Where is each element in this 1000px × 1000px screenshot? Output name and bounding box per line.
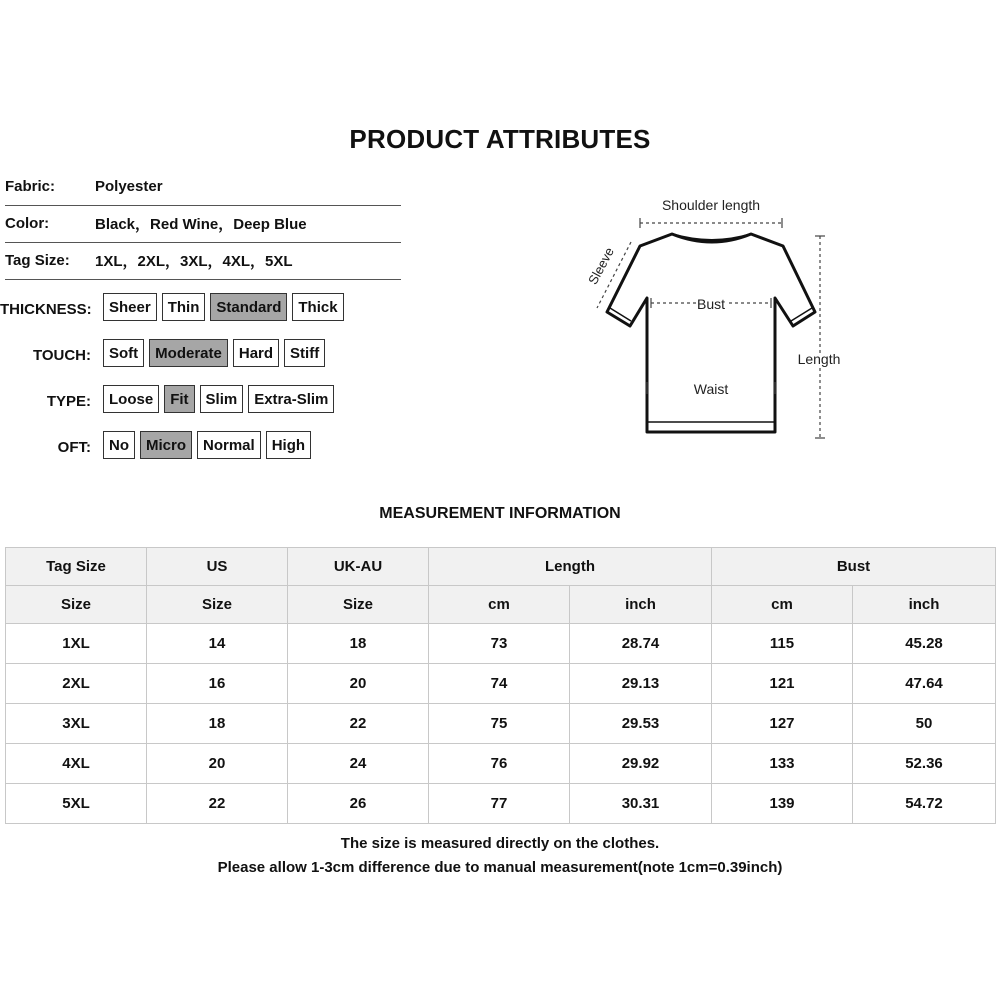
cell-bust-cm: 139 [712,784,853,824]
cell-length-inch: 30.31 [570,784,712,824]
subheader-length-cm: cm [429,586,570,624]
subheader-length-inch: inch [570,586,712,624]
table-row [6,664,996,704]
header-length: Length [429,548,712,586]
table-header-row-1 [6,548,996,586]
option-extra-slim: Extra-Slim [248,385,334,413]
label-shoulder-length: Shoulder length [661,197,761,213]
cell-length-cm: 77 [429,784,570,824]
option-moderate: Moderate [149,339,228,367]
attr-fabric-label: Fabric: [5,178,56,195]
option-thin: Thin [162,293,206,321]
option-normal: Normal [197,431,261,459]
option-soft: Soft [103,339,144,367]
subheader-us: Size [147,586,288,624]
cell-us: 14 [147,624,288,664]
scale-type-label: TYPE: [46,392,91,410]
note-allow-difference: Please allow 1-3cm difference due to manual measurement(note 1cm=0.39inch) [217,859,783,876]
option-high: High [266,431,311,459]
note-measured-directly: The size is measured directly on the clothes. [340,835,660,852]
attr-tag-size-label: Tag Size: [5,252,70,269]
scale-oft-label: OFT: [57,438,91,456]
cell-uk-au: 26 [288,784,429,824]
scale-oft [0,429,316,461]
table-row [6,624,996,664]
attr-fabric-value: Polyester [95,178,163,195]
scale-type [0,383,339,415]
option-hard: Hard [233,339,279,367]
scale-thickness-label: THICKNESS: [0,300,92,318]
subheader-bust-cm: cm [712,586,853,624]
cell-us: 20 [147,744,288,784]
cell-tag-size: 4XL [6,744,147,784]
cell-length-cm: 76 [429,744,570,784]
cell-bust-inch: 52.36 [853,744,996,784]
cell-bust-inch: 45.28 [853,624,996,664]
cell-length-inch: 29.92 [570,744,712,784]
cell-us: 22 [147,784,288,824]
header-us: US [147,548,288,586]
option-standard: Standard [210,293,287,321]
cell-us: 16 [147,664,288,704]
label-length: Length [797,351,841,367]
cell-length-cm: 75 [429,704,570,744]
option-fit: Fit [164,385,194,413]
tshirt-outline-icon [607,234,815,432]
scale-thickness [0,291,349,323]
cell-length-inch: 29.13 [570,664,712,704]
cell-length-cm: 74 [429,664,570,704]
cell-uk-au: 20 [288,664,429,704]
measurement-table [5,547,996,824]
attr-tag-size-value: 1XL，2XL，3XL，4XL，5XL [95,253,293,270]
subheader-bust-inch: inch [853,586,996,624]
label-waist: Waist [693,381,729,397]
cell-bust-cm: 121 [712,664,853,704]
option-no: No [103,431,135,459]
table-row [6,744,996,784]
option-micro: Micro [140,431,192,459]
option-sheer: Sheer [103,293,157,321]
attr-color-label: Color: [5,215,50,232]
measurement-title: MEASUREMENT INFORMATION [379,505,621,522]
cell-tag-size: 5XL [6,784,147,824]
attr-color [5,205,401,243]
cell-bust-cm: 115 [712,624,853,664]
subheader-uk-au: Size [288,586,429,624]
tshirt-diagram [575,190,855,450]
page-title: PRODUCT ATTRIBUTES [349,124,651,154]
scale-touch [0,337,330,369]
subheader-tag-size: Size [6,586,147,624]
cell-uk-au: 18 [288,624,429,664]
cell-tag-size: 1XL [6,624,147,664]
option-stiff: Stiff [284,339,325,367]
header-tag-size: Tag Size [6,548,147,586]
cell-length-inch: 28.74 [570,624,712,664]
header-uk-au: UK-AU [288,548,429,586]
cell-bust-inch: 50 [853,704,996,744]
table-header-row-2 [6,586,996,624]
label-sleeve: Sleeve [585,244,617,287]
attr-fabric [5,168,401,206]
cell-length-cm: 73 [429,624,570,664]
header-bust: Bust [712,548,996,586]
cell-tag-size: 2XL [6,664,147,704]
cell-tag-size: 3XL [6,704,147,744]
cell-bust-inch: 47.64 [853,664,996,704]
label-bust: Bust [696,296,726,312]
attr-color-value: Black，Red Wine，Deep Blue [95,216,307,233]
cell-bust-cm: 127 [712,704,853,744]
cell-bust-cm: 133 [712,744,853,784]
cell-us: 18 [147,704,288,744]
table-row [6,784,996,824]
cell-length-inch: 29.53 [570,704,712,744]
option-loose: Loose [103,385,159,413]
scale-touch-label: TOUCH: [32,346,91,364]
table-row [6,704,996,744]
cell-bust-inch: 54.72 [853,784,996,824]
option-thick: Thick [292,293,343,321]
cell-uk-au: 22 [288,704,429,744]
option-slim: Slim [200,385,244,413]
attr-tag-size [5,242,401,280]
cell-uk-au: 24 [288,744,429,784]
